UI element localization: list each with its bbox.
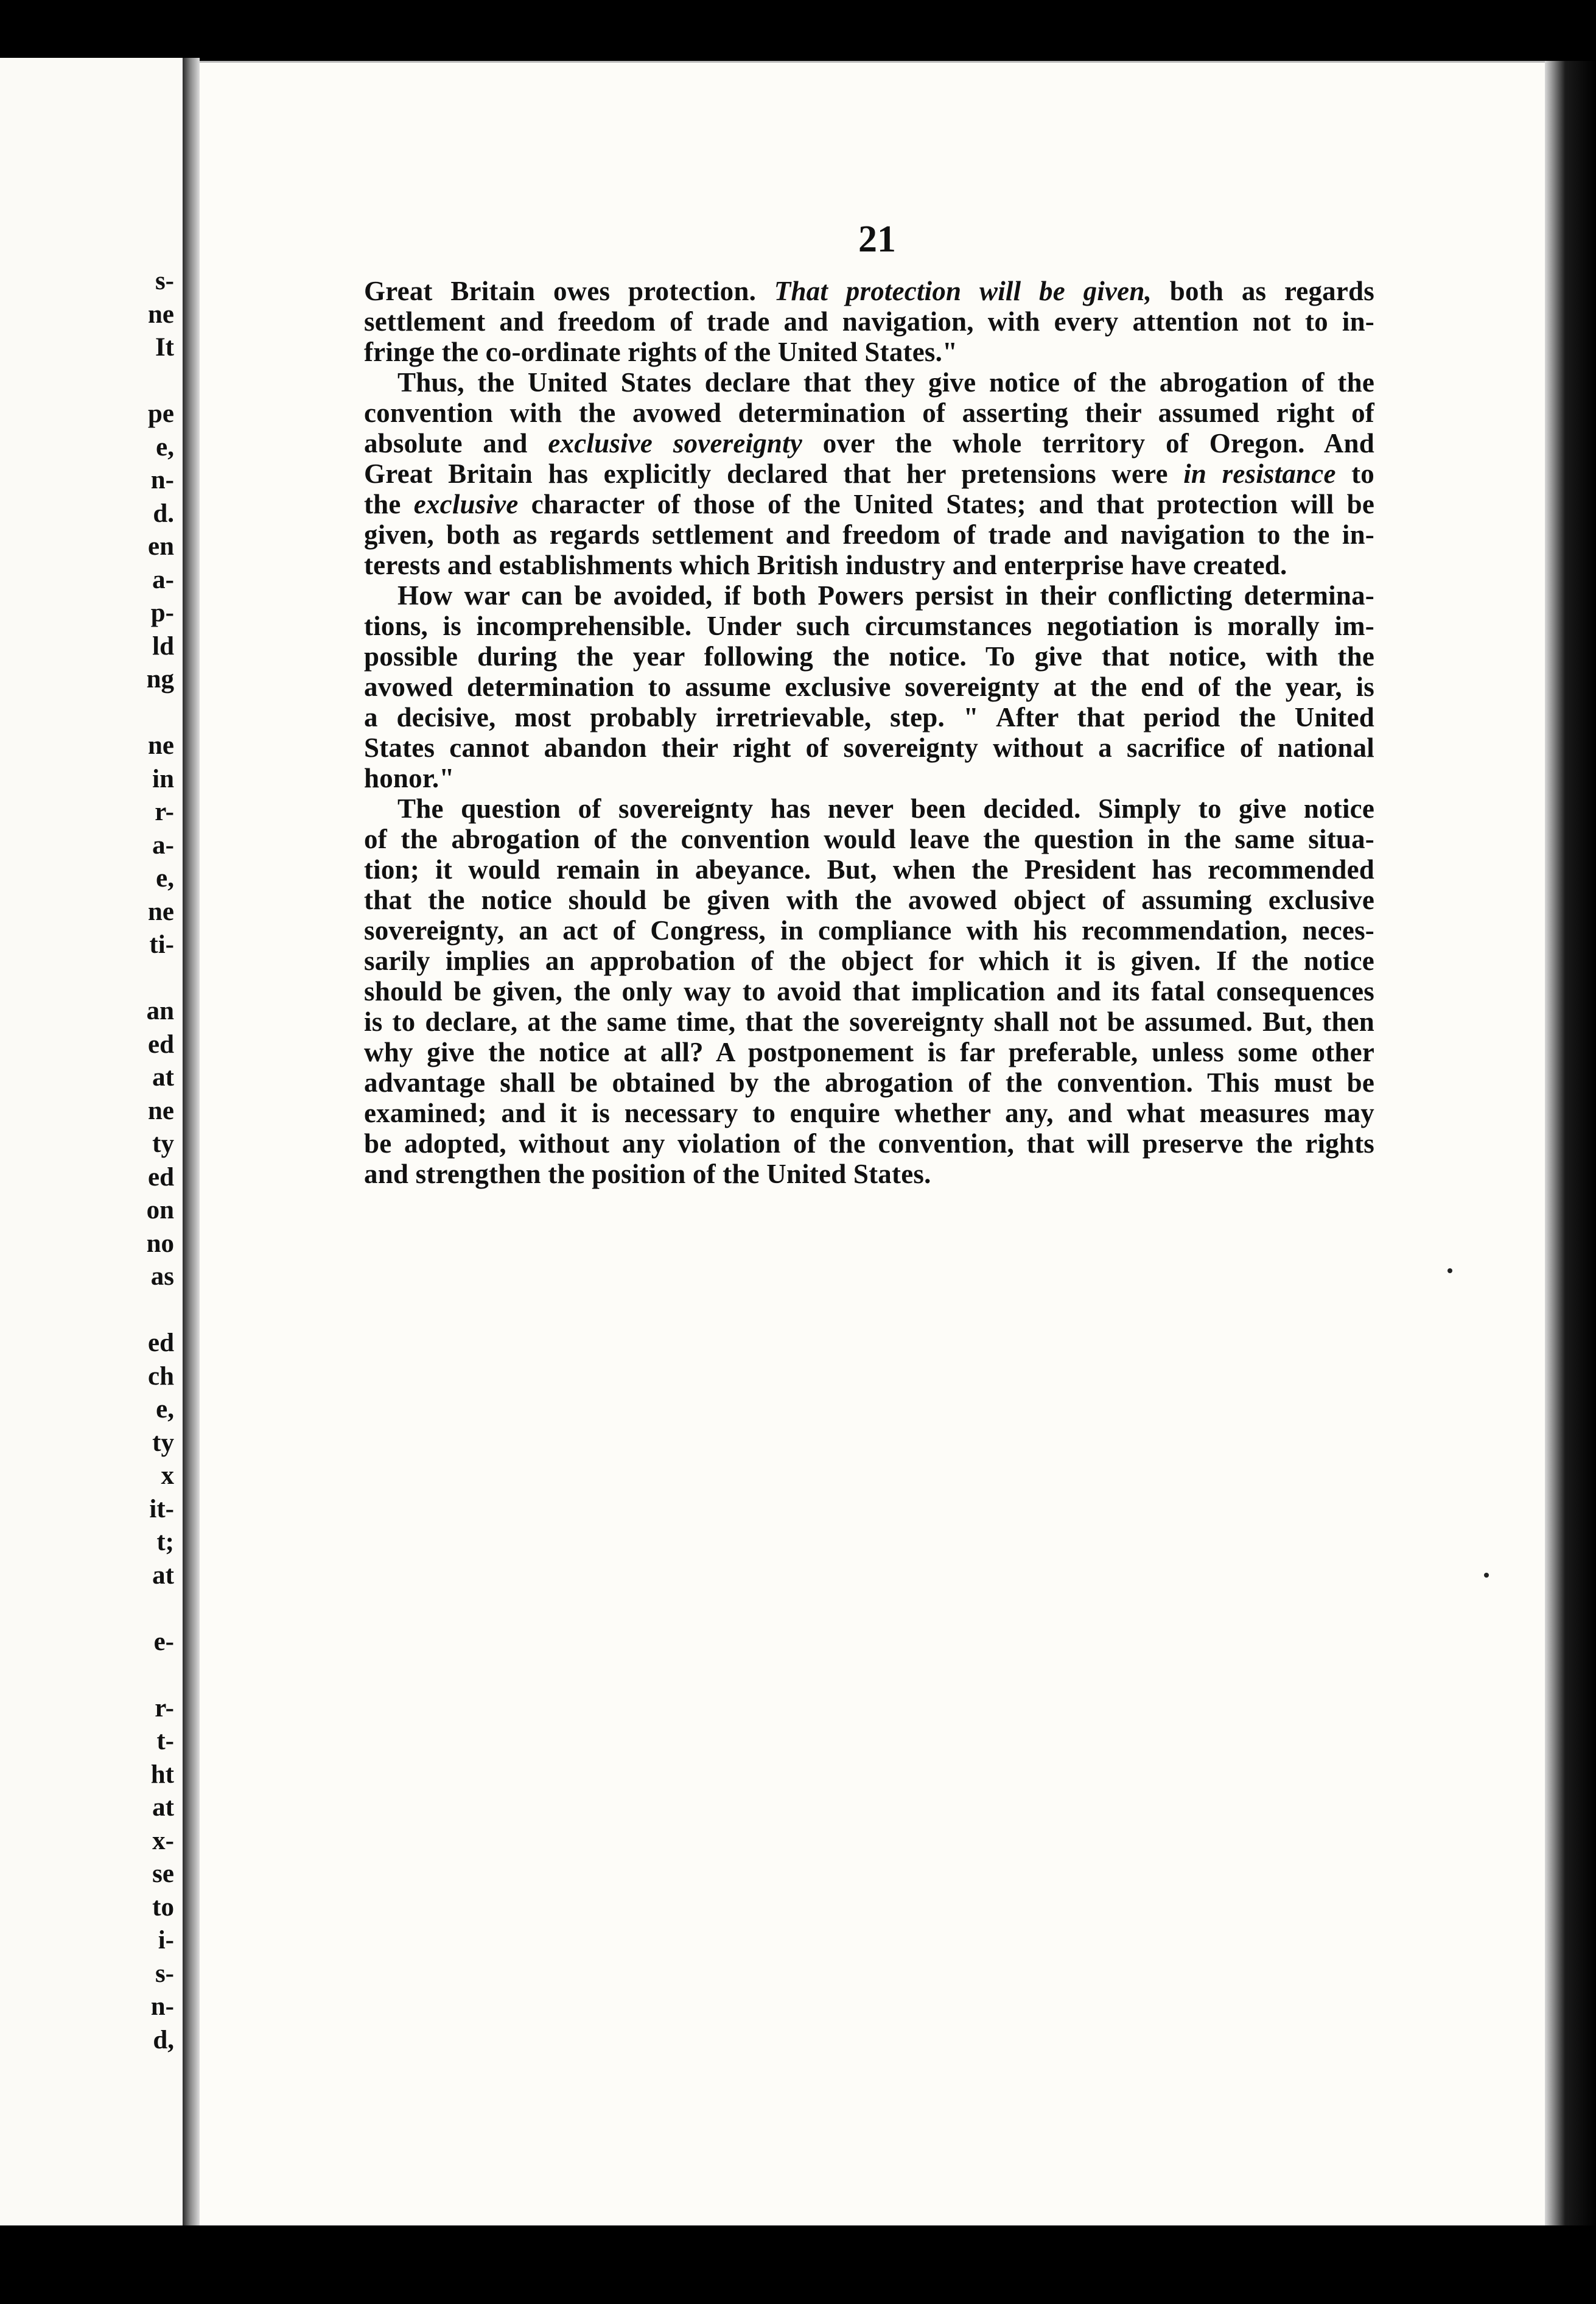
text-line — [364, 1098, 1374, 1128]
facing-page-fragment: n- — [150, 1992, 174, 2021]
facing-page-fragment: r- — [155, 1693, 174, 1723]
text-run: both as regards — [1152, 276, 1374, 306]
text-run: to — [1335, 458, 1375, 489]
facing-page-fragment — [125, 697, 174, 730]
text-line — [364, 732, 1374, 763]
print-speck — [1484, 1573, 1489, 1578]
text-line — [364, 672, 1374, 702]
text-run: Great Britain owes protection. — [364, 276, 774, 306]
text-run: sovereignty, an act of Congress, in compliance with his recommendation, neces- — [364, 915, 1374, 946]
text-line — [364, 946, 1374, 976]
facing-page-fragment: a- — [152, 831, 174, 860]
facing-page-fragment: se — [152, 1860, 174, 1888]
facing-page-fragment: ng — [146, 665, 174, 694]
facing-page-fragment: in — [152, 764, 174, 793]
facing-page-fragment: at — [152, 1793, 174, 1822]
facing-page-fragment: ti- — [149, 930, 174, 959]
facing-page-fragment: e, — [156, 864, 174, 893]
facing-page-fragment: ne — [148, 1096, 174, 1125]
facing-page-fragment: ch — [148, 1361, 174, 1391]
text-line — [364, 641, 1374, 672]
text-line — [364, 793, 1374, 824]
text-run: convention with the avowed determination of asserting their assumed right of — [364, 398, 1374, 428]
document-page — [200, 61, 1545, 2230]
text-run: why give the notice at all? A postponement is far preferable, unless some other — [364, 1037, 1374, 1067]
facing-page-fragment: ht — [150, 1760, 174, 1789]
facing-page-edge — [0, 58, 183, 2225]
text-run: avowed determination to assume exclusive sovereignty at the end of the year, is — [364, 672, 1374, 702]
text-run: honor." — [364, 763, 455, 793]
page-number-text: 21 — [858, 219, 896, 260]
facing-page-fragment: r- — [155, 798, 174, 826]
text-line — [364, 306, 1374, 337]
facing-page-fragment: d. — [153, 499, 174, 528]
facing-page-fragment: pe — [148, 399, 174, 428]
text-run: should be given, the only way to avoid that implication and its fatal consequences — [364, 976, 1374, 1006]
facing-page-fragment — [125, 365, 174, 398]
text-run: possible during the year following the notice. To give that notice, with the — [364, 641, 1374, 672]
text-run: examined; and it is necessary to enquire whether any, and what measures may — [364, 1098, 1374, 1128]
text-line — [364, 458, 1374, 489]
text-line — [364, 1159, 1374, 1189]
text-run: and strengthen the position of the United States. — [364, 1159, 931, 1189]
italic-text: exclusive sovereignty — [548, 428, 803, 458]
page-right-edge-shadow — [1545, 61, 1596, 2304]
text-run: tion; it would remain in abeyance. But, when the President has recommended — [364, 854, 1374, 885]
text-run: terests and establishments which British industry and enterprise have created. — [364, 550, 1287, 580]
facing-page-fragment: ed — [148, 1329, 174, 1357]
facing-page-fragment — [125, 1592, 174, 1626]
text-run: that the notice should be given with the avowed object of assuming exclusive — [364, 885, 1374, 915]
text-line — [364, 519, 1374, 550]
text-run: advantage shall be obtained by the abrogation of the convention. This must be — [364, 1067, 1374, 1098]
facing-page-fragment: it- — [149, 1494, 174, 1523]
text-run: character of those of the United States; and that protection will be — [518, 489, 1374, 519]
facing-page-fragment: ne — [148, 731, 174, 760]
facing-page-fragment: at — [152, 1561, 174, 1590]
print-speck — [1447, 1268, 1452, 1273]
book-gutter — [183, 58, 200, 2225]
facing-page-fragment: en — [148, 532, 174, 561]
facing-page-fragment: ne — [148, 897, 174, 926]
paragraph — [364, 580, 1374, 793]
text-run: States cannot abandon their right of sovereignty without a sacrifice of national — [364, 732, 1374, 763]
facing-page-fragment: on — [146, 1196, 174, 1224]
facing-page-text-fragments — [125, 265, 174, 2057]
page-body-text — [364, 276, 1374, 1189]
text-run: the — [364, 489, 414, 519]
text-run: given, both as regards settlement and freedom of trade and navigation to the in- — [364, 519, 1374, 550]
text-line — [364, 1067, 1374, 1098]
facing-page-fragment: at — [152, 1063, 174, 1092]
text-run: absolute and — [364, 428, 548, 458]
text-run: The question of sovereignty has never been decided. Simply to give notice — [397, 793, 1374, 824]
text-run: fringe the co-ordinate rights of the United States." — [364, 337, 958, 367]
facing-page-fragment: s- — [155, 267, 174, 295]
text-line — [364, 489, 1374, 519]
text-line — [364, 824, 1374, 854]
facing-page-fragment: i- — [158, 1926, 174, 1955]
facing-page-fragment: ed — [148, 1030, 174, 1059]
facing-page-fragment — [125, 1294, 174, 1327]
facing-page-fragment: ed — [148, 1162, 174, 1192]
facing-page-fragment: a- — [152, 565, 174, 594]
facing-page-fragment — [125, 1659, 174, 1692]
text-line — [364, 550, 1374, 580]
text-run: How war can be avoided, if both Powers persist in their conflicting determina- — [397, 580, 1374, 611]
text-run: tions, is incomprehensible. Under such circumstances negotiation is morally im- — [364, 611, 1374, 641]
text-run: settlement and freedom of trade and navigation, with every attention not to in- — [364, 306, 1374, 337]
facing-page-fragment: t- — [156, 1727, 174, 1755]
facing-page-fragment: x- — [152, 1826, 174, 1855]
text-run: a decisive, most probably irretrievable, step. " After that period the United — [364, 702, 1374, 732]
facing-page-fragment: e, — [156, 432, 174, 462]
facing-page-fragment: to — [152, 1892, 174, 1922]
facing-page-fragment: no — [146, 1229, 174, 1258]
text-run: Great Britain has explicitly declared that her pretensions were — [364, 458, 1184, 489]
italic-text: That protection will be given, — [774, 276, 1152, 306]
facing-page-fragment: ty — [152, 1428, 174, 1457]
text-line — [364, 702, 1374, 732]
facing-page-fragment: x — [161, 1461, 174, 1490]
facing-page-fragment: ne — [148, 300, 174, 329]
facing-page-fragment: as — [150, 1262, 174, 1291]
text-run: of the abrogation of the convention would leave the question in the same situa- — [364, 824, 1374, 854]
text-line — [364, 580, 1374, 611]
facing-page-fragment: p- — [150, 599, 174, 627]
facing-page-fragment: n- — [150, 466, 174, 494]
text-line — [364, 915, 1374, 946]
text-line — [364, 1006, 1374, 1037]
text-line — [364, 1037, 1374, 1067]
text-line — [364, 428, 1374, 458]
facing-page-fragment: s- — [155, 1959, 174, 1988]
text-line — [364, 276, 1374, 306]
facing-page-fragment: e- — [153, 1627, 174, 1656]
facing-page-fragment — [125, 962, 174, 996]
text-line — [364, 611, 1374, 641]
text-line — [364, 367, 1374, 398]
italic-text: in resistance — [1183, 458, 1336, 489]
page-number — [200, 218, 1545, 261]
italic-text: exclusive — [413, 489, 519, 519]
text-line — [364, 885, 1374, 915]
facing-page-fragment: e, — [156, 1395, 174, 1424]
facing-page-fragment: It — [155, 333, 174, 362]
text-run: is to declare, at the same time, that the sovereignty shall not be assumed. But, then — [364, 1006, 1374, 1037]
paragraph — [364, 276, 1374, 367]
text-line — [364, 1128, 1374, 1159]
text-line — [364, 398, 1374, 428]
paragraph — [364, 367, 1374, 580]
text-line — [364, 976, 1374, 1006]
facing-page-fragment: ld — [152, 631, 174, 661]
text-line — [364, 337, 1374, 367]
facing-page-fragment: t; — [156, 1528, 174, 1556]
facing-page-fragment: d, — [153, 2025, 174, 2054]
text-run: sarily implies an approbation of the object for which it is given. If the notice — [364, 946, 1374, 976]
text-line — [364, 763, 1374, 793]
text-run: be adopted, without any violation of the convention, that will preserve the rights — [364, 1128, 1374, 1159]
text-line — [364, 854, 1374, 885]
facing-page-fragment: ty — [152, 1129, 174, 1158]
paragraph — [364, 793, 1374, 1189]
text-run: Thus, the United States declare that they give notice of the abrogation of the — [397, 367, 1374, 398]
scan-bottom-border — [0, 2225, 1596, 2304]
text-run: over the whole territory of Oregon. And — [802, 428, 1375, 458]
facing-page-fragment: an — [146, 997, 174, 1025]
